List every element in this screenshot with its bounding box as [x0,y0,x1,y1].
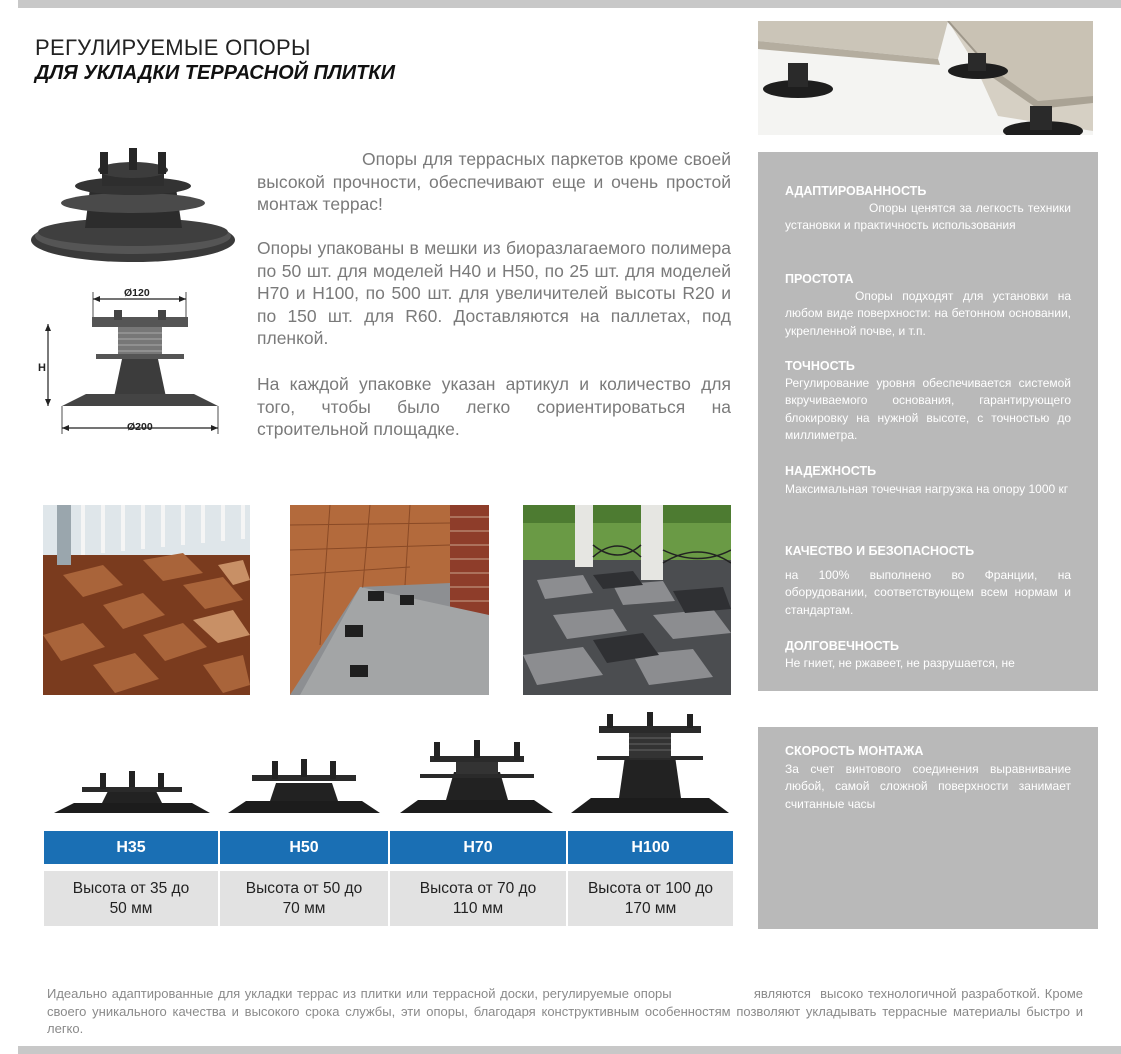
feature-text: Не гниет, не ржавеет, не разрушается, не [785,656,1015,670]
tiles-on-pedestals-photo [758,21,1093,135]
feature-text: Опоры подходят для установки на любом виде поверхности: на бетонном основании, укрепленной почве, и т.п. [785,289,1071,338]
model-height-text: Высота от 100 до 170 мм [587,879,714,917]
model-height-h50 [220,871,388,926]
bottom-border-bar [18,1046,1121,1054]
model-header-h35: H35 [44,831,218,864]
pedestal-h70-image [398,740,555,815]
wooden-terrace-photo [43,505,250,695]
height-label: H [38,362,46,374]
features-panel [758,152,1098,691]
model-header-h100: H100 [568,831,733,864]
pedestal-h35-image [52,765,212,815]
intro-paragraph-2: Опоры упакованы в мешки из биоразлагаемого полимера по 50 шт. для моделей H40 и H50, по 25 шт. для моделей H70 и H100, по 500 шт. для увеличителей высоты R20 и по 150 шт. для R60. Доставляются на паллетах, под пленкой. [257,238,731,348]
pedestal-installation-photo [290,505,489,695]
model-height-text: Высота от 50 до 70 мм [245,879,363,917]
model-height-text: Высота от 70 до 110 мм [419,879,537,917]
feature-text: Максимальная точечная нагрузка на опору 1000 кг [785,482,1069,496]
page-subtitle: ДЛЯ УКЛАДКИ ТЕРРАСНОЙ ПЛИТКИ [35,62,395,84]
feature-heading: ДОЛГОВЕЧНОСТЬ [785,639,899,653]
bottom-diameter-label: Ø200 [127,421,153,433]
intro-paragraph-1: Опоры для террасных паркетов кроме своей высокой прочности, обеспечивают еще и очень простой монтаж террас! [257,149,731,214]
speed-panel [758,727,1098,929]
feature-text: Опоры ценятся за легкость техники установки и практичность использования [785,201,1071,233]
top-diameter-label: Ø120 [124,287,150,299]
model-height-text: Высота от 35 до 50 мм [72,879,190,917]
feature-heading: НАДЕЖНОСТЬ [785,464,877,478]
intro-paragraph-3: На каждой упаковке указан артикул и количество для того, чтобы было легко сориентироваться на строительной площадке. [257,374,731,439]
feature-text: Регулирование уровня обеспечивается системой вкручиваемого основания, гарантирующего блокировку на нужной высоте, с точностью до миллиметра. [785,376,1071,443]
pedestal-h100-image [569,712,731,815]
pedestal-product-photo [30,148,237,264]
pedestal-h50-image [226,755,382,815]
feature-heading: КАЧЕСТВО И БЕЗОПАСНОСТЬ [785,544,975,558]
feature-heading: ПРОСТОТА [785,272,854,286]
top-border-bar [18,0,1121,8]
model-height-h35 [44,871,218,926]
pedestal-dimension-diagram [34,282,234,442]
model-header-h70: H70 [390,831,566,864]
model-header-h50: H50 [220,831,388,864]
footer-text: Идеально адаптированные для укладки террас из плитки или террасной доски, регулируемые опоры являются высоко технологичной разработкой. Кроме своего уникального качества и высокого срока службы, эти опоры, благодаря конструктивным особенностям позволяют укладывать террасные материалы быстро и легко. [47,986,1087,1037]
model-height-h70 [390,871,566,926]
speed-heading: СКОРОСТЬ МОНТАЖА [785,744,924,758]
stone-terrace-photo [523,505,731,695]
feature-text: на 100% выполнено во Франции, на оборудовании, соответствующем всем нормам и стандартам. [785,568,1071,617]
model-height-h100 [568,871,733,926]
speed-text: За счет винтового соединения выравнивание любой, самой сложной поверхности занимает считанные часы [785,762,1071,811]
page-title: РЕГУЛИРУЕМЫЕ ОПОРЫ [35,35,311,60]
feature-heading: ТОЧНОСТЬ [785,359,855,373]
feature-heading: АДАПТИРОВАННОСТЬ [785,184,927,198]
